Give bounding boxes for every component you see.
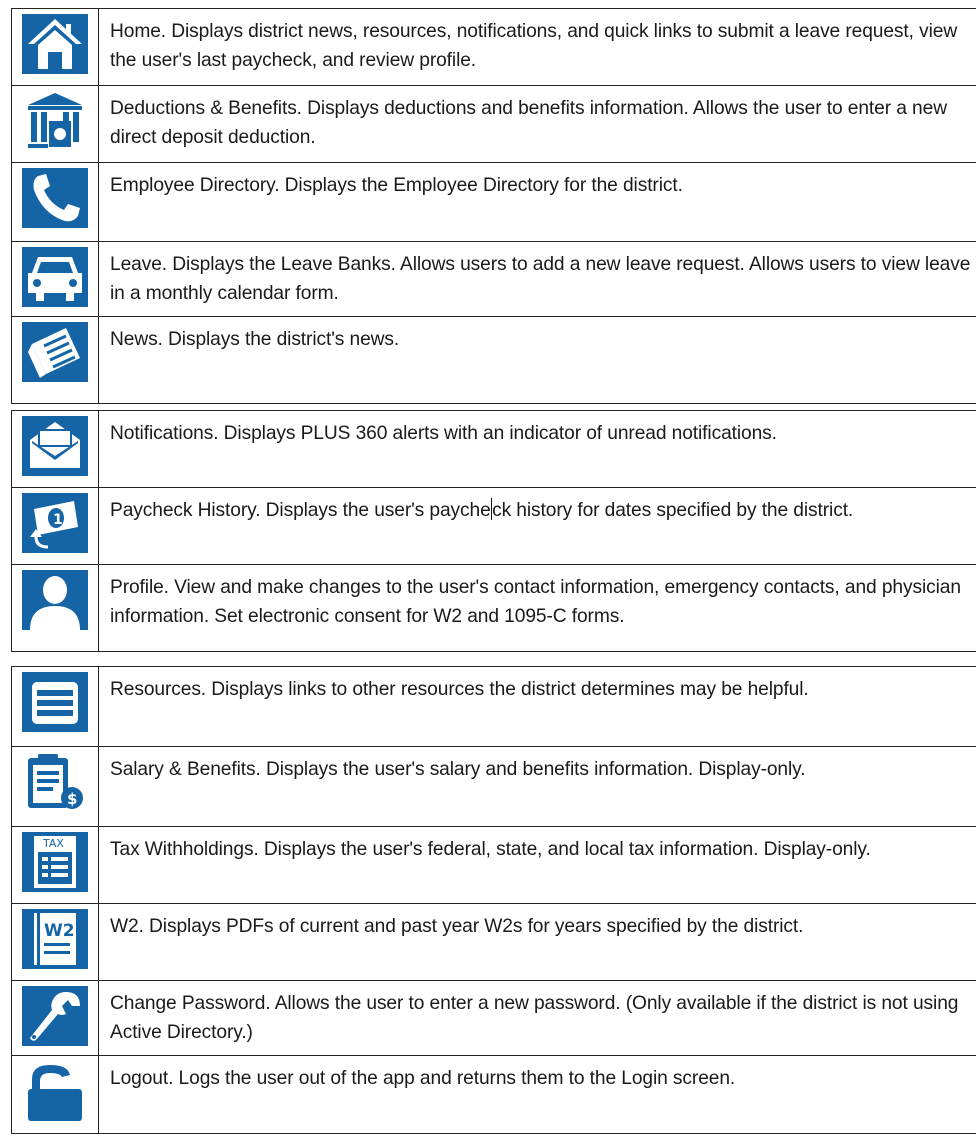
row-description: News. Displays the district's news. — [99, 317, 976, 404]
table-row-tax — [12, 827, 976, 904]
table-row-logout — [12, 1056, 976, 1134]
bank-icon — [22, 91, 88, 151]
clipboard-dollar-icon — [22, 752, 88, 812]
table-row-change-password — [12, 981, 976, 1056]
row-description: Notifications. Displays PLUS 360 alerts with an indicator of unread notifications. — [99, 411, 976, 488]
row-description: Change Password. Allows the user to enter a new password. (Only available if the district is not using Active Directory.) — [99, 981, 976, 1056]
tax-form-label: TAX — [43, 837, 64, 850]
icon-cell — [12, 411, 99, 488]
row-description: Home. Displays district news, resources, notifications, and quick links to submit a leave request, view the user's last paycheck, and review profile. — [99, 9, 976, 86]
icon-cell — [12, 904, 99, 981]
icon-cell — [12, 1056, 99, 1134]
table-row-news — [12, 317, 976, 404]
w2-form-label: W2 — [44, 921, 75, 941]
row-description: Tax Withholdings. Displays the user's federal, state, and local tax information. Display-only. — [99, 827, 976, 904]
car-icon — [22, 247, 88, 307]
unlock-icon — [22, 1061, 88, 1121]
features-table-3 — [11, 666, 976, 1134]
row-description: Employee Directory. Displays the Employee Directory for the district. — [99, 163, 976, 242]
row-description: Logout. Logs the user out of the app and returns them to the Login screen. — [99, 1056, 976, 1134]
tax-form-icon — [22, 832, 88, 892]
table-row-profile — [12, 565, 976, 652]
icon-cell — [12, 827, 99, 904]
list-icon — [22, 672, 88, 732]
table-row-paycheck-history — [12, 488, 976, 565]
table-row-notifications — [12, 411, 976, 488]
svg-text:$: $ — [67, 790, 78, 808]
table-row-home — [12, 9, 976, 86]
table-row-deductions — [12, 86, 976, 163]
wrench-icon — [22, 986, 88, 1046]
icon-cell — [12, 86, 99, 163]
row-description: Leave. Displays the Leave Banks. Allows users to add a new leave request. Allows users to view leave in a monthly calendar form. — [99, 242, 976, 317]
envelope-icon — [22, 416, 88, 476]
features-table-1 — [11, 8, 976, 404]
icon-cell — [12, 981, 99, 1056]
features-table-2 — [11, 410, 976, 652]
table-row-directory — [12, 163, 976, 242]
person-icon — [22, 570, 88, 630]
table-row-leave — [12, 242, 976, 317]
row-description: W2. Displays PDFs of current and past year W2s for years specified by the district. — [99, 904, 976, 981]
paycheck-icon — [22, 493, 88, 553]
icon-cell — [12, 667, 99, 747]
svg-text:1: 1 — [53, 512, 63, 528]
table-row-resources — [12, 667, 976, 747]
icon-cell — [12, 747, 99, 827]
description-part: Paycheck History. Displays the user's payche — [110, 500, 491, 521]
icon-cell — [12, 565, 99, 652]
row-description: Resources. Displays links to other resources the district determines may be helpful. — [99, 667, 976, 747]
row-description: Salary & Benefits. Displays the user's salary and benefits information. Display-only. — [99, 747, 976, 827]
newspaper-icon — [22, 322, 88, 382]
row-description: Deductions & Benefits. Displays deductions and benefits information. Allows the user to enter a new direct deposit deduction. — [99, 86, 976, 163]
row-description — [99, 488, 976, 565]
row-description: Profile. View and make changes to the user's contact information, emergency contacts, and physician information. Set electronic consent for W2 and 1095-C forms. — [99, 565, 976, 652]
icon-cell — [12, 163, 99, 242]
icon-cell — [12, 488, 99, 565]
home-icon — [22, 14, 88, 74]
w2-form-icon — [22, 909, 88, 969]
icon-cell — [12, 317, 99, 404]
phone-icon — [22, 168, 88, 228]
table-row-salary — [12, 747, 976, 827]
description-part: ck history for dates specified by the district. — [492, 500, 854, 521]
icon-cell — [12, 9, 99, 86]
table-row-w2 — [12, 904, 976, 981]
icon-cell — [12, 242, 99, 317]
